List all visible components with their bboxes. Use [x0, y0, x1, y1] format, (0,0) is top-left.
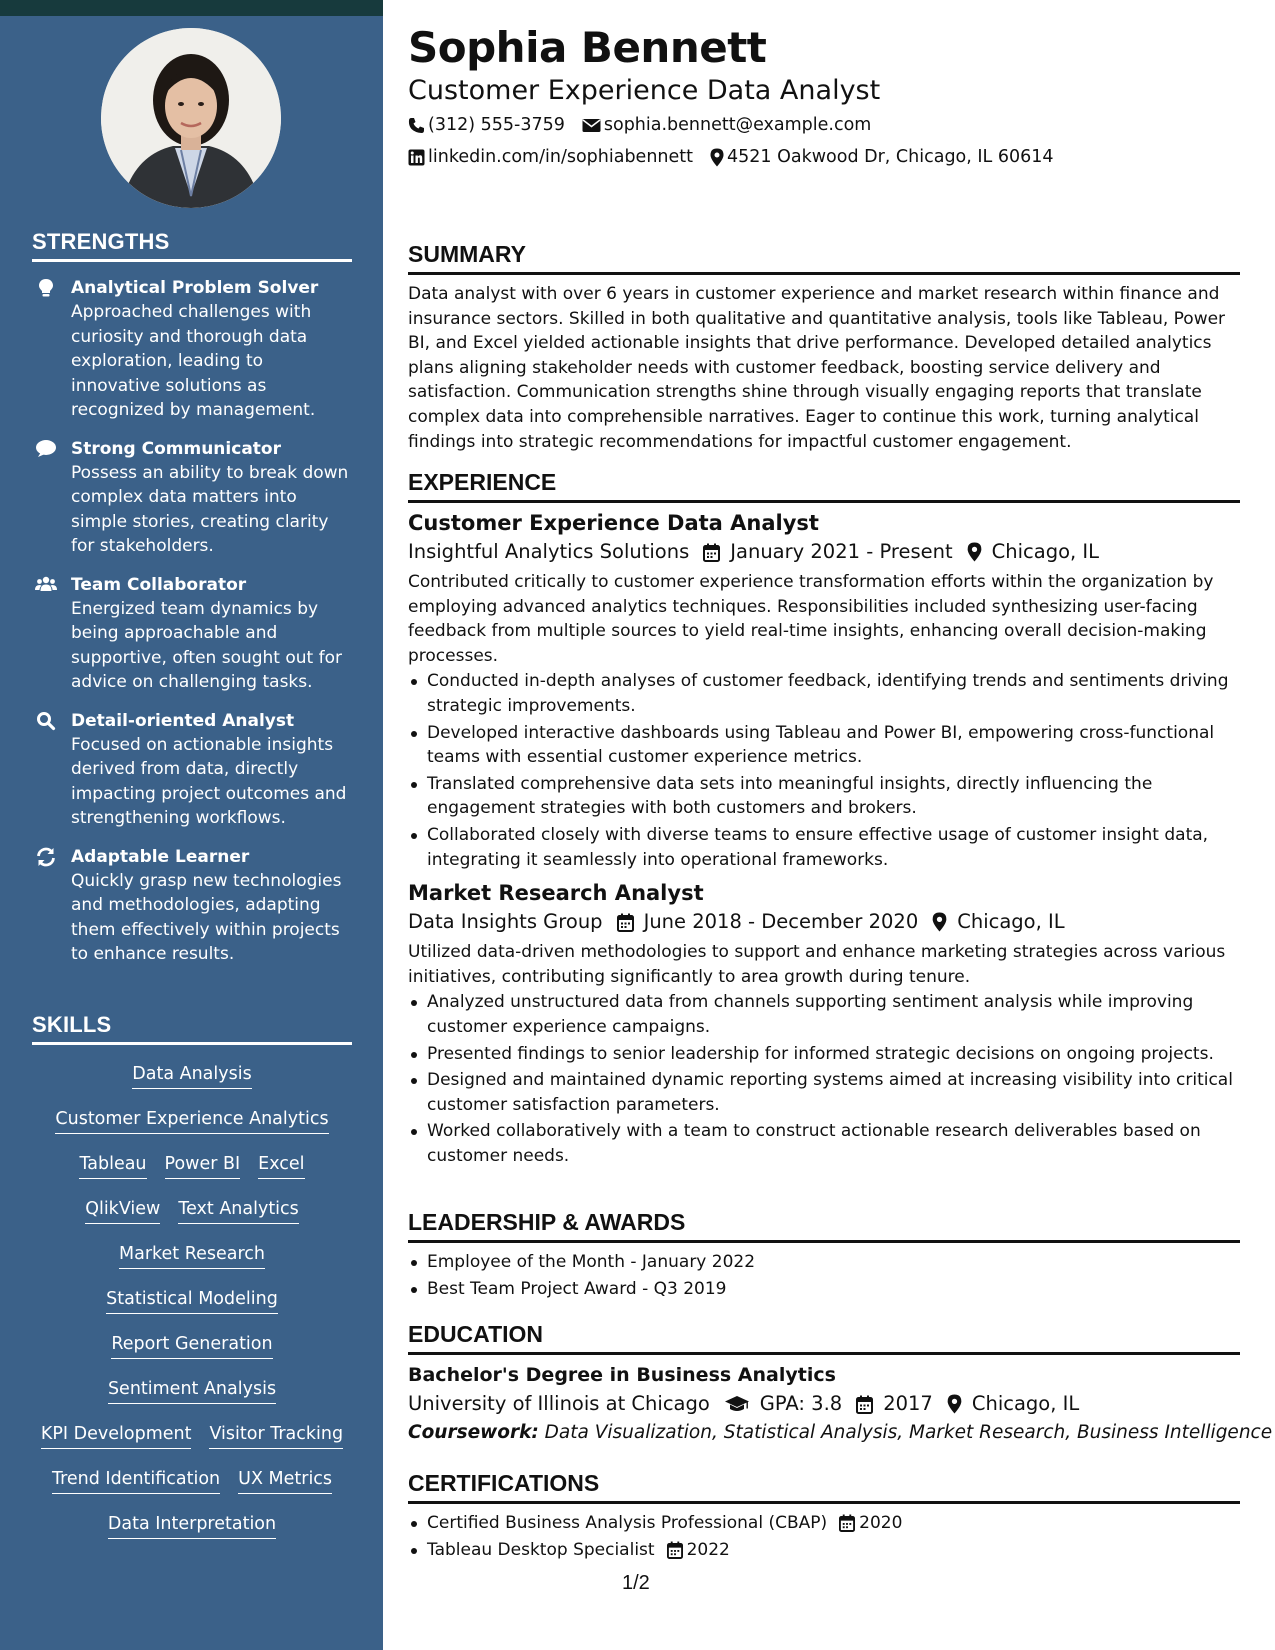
skill-tag: Customer Experience Analytics	[55, 1106, 328, 1134]
strength-name: Strong Communicator	[71, 438, 281, 459]
job-meta	[408, 907, 1240, 937]
contact-row	[408, 113, 888, 137]
coursework	[408, 1419, 1273, 1447]
job-description: Utilized data-driven methodologies to support and enhance marketing strategies across various initiatives, contributing significantly to area growth during tenure.	[408, 942, 1226, 987]
list-item: Best Team Project Award - Q3 2019	[408, 1277, 1240, 1302]
strengths-section	[32, 229, 352, 967]
strength-name: Team Collaborator	[71, 574, 247, 595]
summary-title: SUMMARY	[408, 240, 1240, 275]
list-item	[408, 1538, 1240, 1563]
phone-icon	[408, 117, 425, 134]
page-number: 1/2	[622, 1572, 650, 1594]
skills-title: SKILLS	[32, 1012, 352, 1045]
awards-list	[408, 1250, 1240, 1301]
calendar-icon	[703, 543, 720, 562]
calendar-icon	[856, 1395, 873, 1414]
job-dates: January 2021 - Present	[730, 540, 953, 563]
strength-item	[32, 276, 352, 423]
skill-tag: Statistical Modeling	[106, 1286, 278, 1314]
linkedin-icon	[408, 149, 425, 166]
lightbulb-icon	[35, 278, 57, 298]
list-item: Worked collaboratively with a team to construct actionable research deliverables based on customer needs.	[408, 1119, 1240, 1168]
job-location: Chicago, IL	[991, 540, 1100, 563]
skill-tag: UX Metrics	[238, 1466, 332, 1494]
users-icon	[35, 575, 57, 595]
coursework-label: Coursework:	[408, 1422, 539, 1443]
job-entry	[408, 879, 1240, 1168]
skill-tag: Report Generation	[111, 1331, 272, 1359]
calendar-icon	[617, 913, 634, 932]
certification-year: 2020	[859, 1513, 903, 1533]
skill-tag: Visitor Tracking	[209, 1421, 343, 1449]
envelope-icon	[582, 118, 601, 133]
skill-tag: Market Research	[119, 1241, 265, 1269]
job-title: Market Research Analyst	[408, 881, 704, 906]
list-item: Presented findings to senior leadership for informed strategic decisions on ongoing projects.	[408, 1042, 1240, 1067]
linkedin-contact[interactable]	[408, 145, 693, 169]
skill-tag: Data Interpretation	[108, 1511, 276, 1539]
address: 4521 Oakwood Dr, Chicago, IL 60614	[727, 147, 1054, 167]
skill-tag: Tableau	[79, 1151, 146, 1179]
skill-tag: Trend Identification	[52, 1466, 220, 1494]
map-pin-icon	[947, 1394, 962, 1414]
skills-list	[32, 1057, 352, 1552]
skill-tag: Power BI	[165, 1151, 241, 1179]
certification-year: 2022	[686, 1539, 730, 1560]
awards-section	[408, 1208, 1240, 1303]
experience-section	[408, 468, 1240, 1170]
skill-tag: Text Analytics	[178, 1196, 298, 1224]
list-item: Designed and maintained dynamic reporting systems aimed at increasing visibility into critical customer satisfaction parameters.	[408, 1068, 1240, 1117]
skill-tag: Sentiment Analysis	[108, 1376, 276, 1404]
certification-name: Tableau Desktop Specialist	[427, 1539, 655, 1560]
certifications-title: CERTIFICATIONS	[408, 1469, 1240, 1504]
job-entry	[408, 509, 1240, 872]
linkedin-url[interactable]: linkedin.com/in/sophiabennett	[428, 147, 693, 167]
job-meta	[408, 537, 1240, 567]
degree-title: Bachelor's Degree in Business Analytics	[408, 1364, 836, 1386]
list-item: Employee of the Month - January 2022	[408, 1250, 1240, 1275]
strength-item	[32, 437, 352, 559]
profile-photo	[101, 28, 281, 208]
skill-tag: Data Analysis	[132, 1061, 251, 1089]
search-icon	[35, 711, 57, 731]
map-pin-icon	[967, 542, 982, 562]
strength-name: Analytical Problem Solver	[71, 278, 319, 298]
calendar-icon	[839, 1514, 855, 1532]
job-dates: June 2018 - December 2020	[643, 910, 919, 934]
gpa: GPA: 3.8	[759, 1392, 843, 1415]
skill-tag: Excel	[258, 1151, 304, 1179]
strength-description: Approached challenges with curiosity and thorough data exploration, leading to innovative solutions as recognized by management.	[71, 302, 316, 420]
strength-description: Quickly grasp new technologies and methodologies, adapting them effectively within projects to enhance results.	[71, 870, 342, 964]
map-pin-icon	[710, 148, 724, 167]
sidebar	[0, 0, 383, 1650]
graduation-cap-icon	[724, 1395, 750, 1413]
school-location: Chicago, IL	[971, 1392, 1080, 1415]
summary-section	[408, 240, 1240, 454]
education-meta	[408, 1389, 1240, 1419]
strength-name: Detail-oriented Analyst	[71, 710, 295, 731]
company-name: Data Insights Group	[408, 910, 603, 934]
list-item: Translated comprehensive data sets into meaningful insights, directly influencing the engagement strategies with both customers and brokers.	[408, 772, 1240, 821]
address-contact	[710, 145, 1054, 169]
summary-text: Data analyst with over 6 years in customer experience and market research within finance and insurance sectors. Skilled in both qualitative and quantitative analysis, tools like Tableau, Power BI, and Excel yielded actionable insights that drive performance. Developed detailed analytics plans aligning stakeholder needs with customer feedback, boosting service delivery and satisfaction. Communication strengths shine through visually engaging reports that translate complex data into comprehensible narratives. Eager to continue this work, turning analytical findings into strategic recommendations for impactful customer engagement.	[408, 284, 1226, 452]
strength-item	[32, 573, 352, 695]
strengths-title: STRENGTHS	[32, 229, 352, 262]
experience-title: EXPERIENCE	[408, 468, 1240, 503]
job-description: Contributed critically to customer experience transformation efforts within the organization by employing advanced analytics techniques. Responsibilities included synthesizing user-facing feedback from multiple sources to yield real-time insights, enhancing overall decision-making processes.	[408, 572, 1214, 666]
school-name: University of Illinois at Chicago	[408, 1392, 710, 1415]
list-item	[408, 1511, 1240, 1536]
awards-title: LEADERSHIP & AWARDS	[408, 1208, 1240, 1243]
graduation-year: 2017	[883, 1392, 933, 1415]
phone-number: (312) 555-3759	[428, 115, 565, 135]
phone-contact	[408, 113, 565, 137]
strength-item	[32, 709, 352, 831]
strength-description: Energized team dynamics by being approachable and supportive, often sought out for advice on challenging tasks.	[71, 598, 342, 692]
certifications-list	[408, 1511, 1240, 1562]
map-pin-icon	[932, 912, 947, 932]
speech-bubble-icon	[35, 439, 57, 459]
job-location: Chicago, IL	[957, 910, 1065, 934]
refresh-icon	[35, 847, 57, 867]
calendar-icon	[667, 1541, 683, 1559]
job-headline: Customer Experience Data Analyst	[408, 75, 881, 106]
coursework-list: Data Visualization, Statistical Analysis, Market Research, Business Intelligence	[544, 1422, 1273, 1443]
strength-description: Possess an ability to break down complex data matters into simple stories, creating clarity for stakeholders.	[71, 462, 349, 556]
certification-name: Certified Business Analysis Professional (CBAP)	[427, 1513, 828, 1533]
contact-row	[408, 145, 1071, 169]
job-title: Customer Experience Data Analyst	[408, 511, 819, 535]
strength-name: Adaptable Learner	[71, 846, 250, 867]
person-name: Sophia Bennett	[408, 23, 767, 72]
list-item: Conducted in-depth analyses of customer feedback, identifying trends and sentiments driving strategic improvements.	[408, 669, 1240, 718]
email-contact[interactable]	[582, 113, 871, 137]
skills-section	[32, 1012, 352, 1552]
email-address[interactable]: sophia.bennett@example.com	[603, 115, 872, 135]
list-item: Collaborated closely with diverse teams to ensure effective usage of customer insight data, integrating it seamlessly into operational frameworks.	[408, 823, 1240, 872]
education-section	[408, 1320, 1273, 1447]
strength-description: Focused on actionable insights derived from data, directly impacting project outcomes and strengthening workflows.	[71, 734, 347, 828]
education-title: EDUCATION	[408, 1320, 1240, 1355]
job-bullets	[408, 669, 1240, 872]
list-item: Developed interactive dashboards using Tableau and Power BI, empowering cross-functional teams with essential customer experience metrics.	[408, 721, 1240, 770]
skill-tag: KPI Development	[41, 1421, 192, 1449]
strength-item	[32, 845, 352, 967]
sidebar-top-bar	[0, 0, 383, 16]
job-bullets	[408, 990, 1240, 1168]
company-name: Insightful Analytics Solutions	[408, 540, 690, 563]
skill-tag: QlikView	[85, 1196, 160, 1224]
certifications-section	[408, 1469, 1240, 1564]
list-item: Analyzed unstructured data from channels supporting sentiment analysis while improving customer experience campaigns.	[408, 990, 1240, 1039]
